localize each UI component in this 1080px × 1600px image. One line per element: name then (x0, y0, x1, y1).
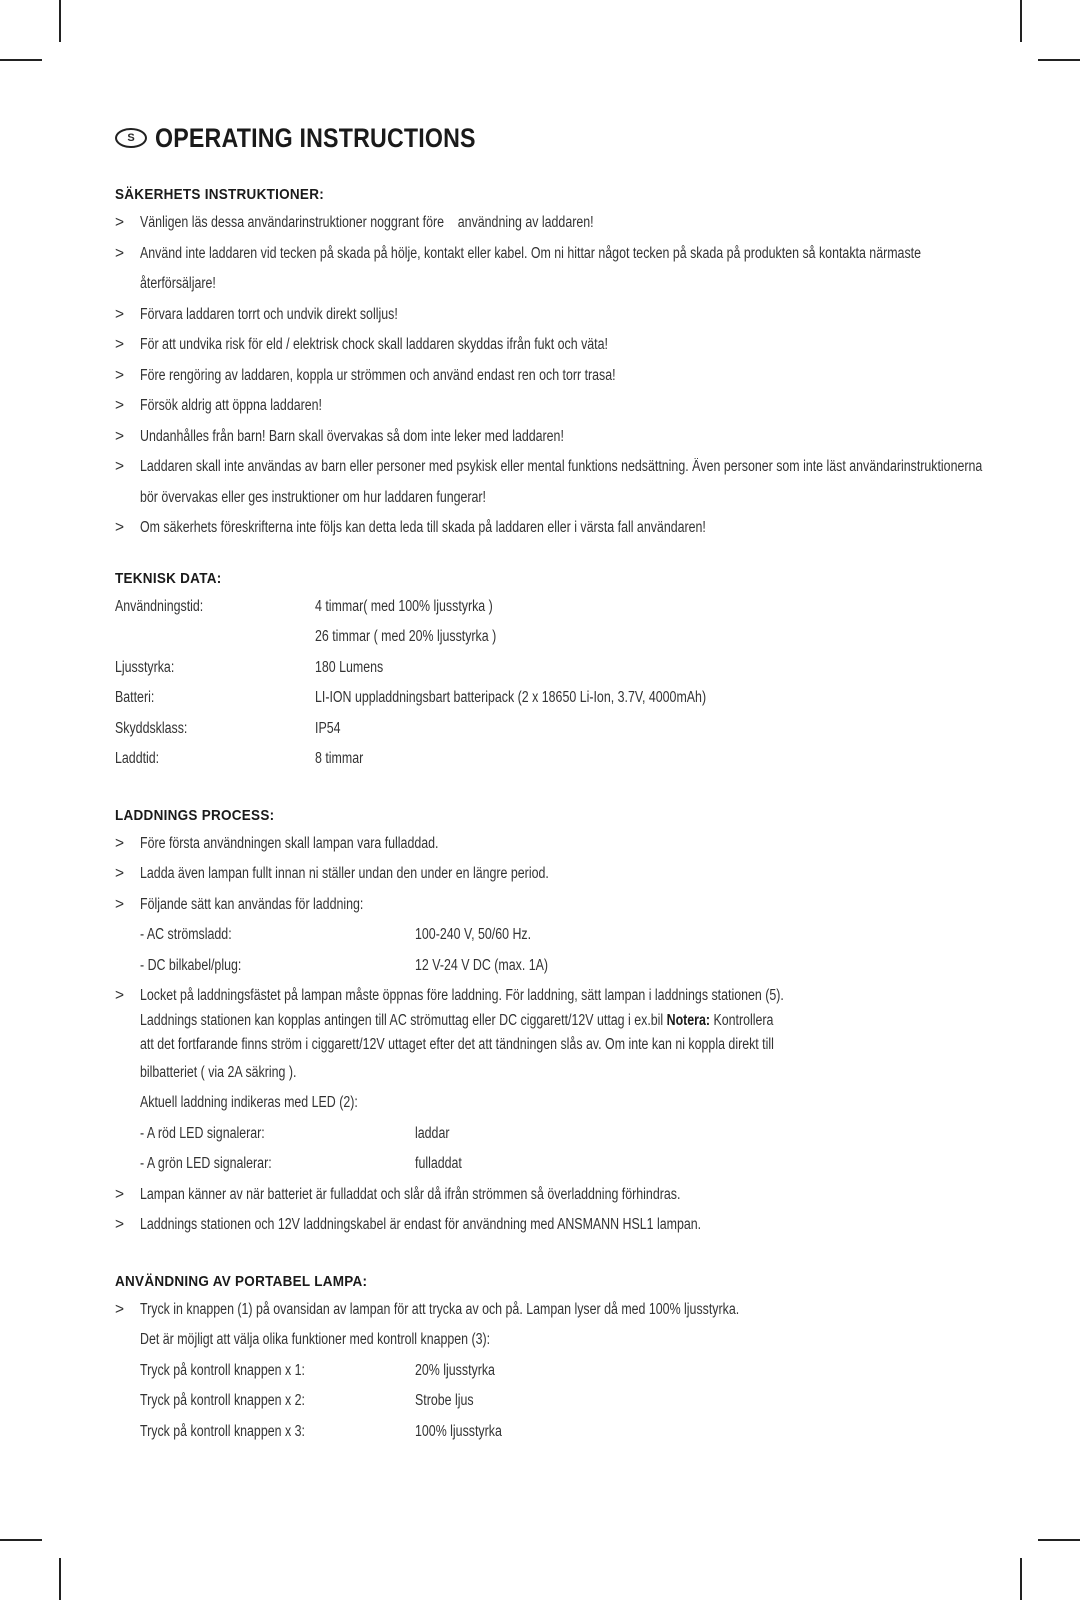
title-row (115, 118, 995, 158)
crop-mark (0, 1539, 42, 1541)
crop-mark (59, 1558, 61, 1600)
list-item: > För att undvika risk för eld / elektrisk chock skall laddaren skyddas ifrån fukt och väta! (115, 336, 608, 353)
crop-mark (59, 0, 61, 42)
table-row: Batteri: LI-ION uppladdningsbart batteripack (2 x 18650 Li-Ion, 3.7V, 4000mAh) (115, 689, 707, 706)
crop-mark (1020, 1558, 1022, 1600)
list-item: > Ladda även lampan fullt innan ni ställer undan den under en längre period. (115, 865, 549, 882)
safety-list (115, 208, 995, 544)
charging-methods (115, 920, 995, 981)
tech-heading: TEKNISK DATA: (115, 569, 222, 587)
usage-list (115, 1295, 995, 1448)
usage-section (115, 1269, 995, 1448)
table-row: - DC bilkabel/plug: 12 V-24 V DC (max. 1A) (140, 956, 549, 974)
list-item: > Om säkerhets föreskrifterna inte följs kan detta leda till skada på laddaren eller i värsta fall användaren! (115, 519, 706, 536)
list-item: > Vänligen läs dessa användarinstruktioner noggrant före användning av laddaren! (115, 214, 594, 231)
safety-section (115, 182, 995, 544)
table-row: Skyddsklass: IP54 (115, 719, 341, 737)
list-item: > Förvara laddaren torrt och undvik direkt solljus! (115, 305, 398, 323)
usage-modes: Det är möjligt att välja olika funktioner med kontroll knappen (3): Tryck på kontroll knappen x 1: 20% ljusstyrka Tryck på kontroll knappen x 2: Strobe ljus Tryck på kontroll knappen x 3: 100% ljusstyrka (115, 1325, 995, 1447)
language-badge: S (115, 128, 147, 148)
document-page (115, 118, 995, 1447)
table-row: Tryck på kontroll knappen x 2: Strobe ljus (140, 1392, 474, 1409)
safety-heading: SÄKERHETS INSTRUKTIONER: (115, 186, 324, 203)
table-row: 26 timmar ( med 20% ljusstyrka ) (315, 628, 497, 645)
tech-section (115, 566, 995, 775)
charging-detail: bilbatteriet ( via 2A säkring ). Aktuell laddning indikeras med LED (2): - A röd LED signalerar: laddar - A grön LED signalerar: fulladdat (115, 1058, 995, 1180)
page-title: OPERATING INSTRUCTIONS (155, 122, 476, 153)
list-item: > Före rengöring av laddaren, koppla ur strömmen och använd endast ren och torr trasa! (115, 366, 616, 384)
list-item: > Före första användningen skall lampan vara fulladdad. (115, 834, 439, 852)
tech-table (115, 592, 995, 775)
list-item: > Laddaren skall inte användas av barn eller personer med psykisk eller mental funktions nedsättning. Även personer som inte läst användarinstruktionerna bör övervakas eller ges instruktioner om hur laddaren fungerar! (115, 458, 983, 506)
charging-heading: LADDNINGS PROCESS: (115, 806, 275, 824)
table-row: - AC strömsladd: 100-240 V, 50/60 Hz. (140, 926, 532, 943)
list-item: > Tryck in knappen (1) på ovansidan av lampan för att trycka av och på. Lampan lyser då med 100% ljusstyrka. (115, 1300, 740, 1318)
crop-mark (1038, 1539, 1080, 1541)
table-row: Laddtid: 8 timmar (115, 750, 364, 767)
table-row: - A grön LED signalerar: fulladdat (140, 1155, 462, 1172)
list-item: > Locket på laddningsfästet på lampan måste öppnas före laddning. För laddning, sätt lampan i laddnings stationen (5). Laddnings stationen kan kopplas antingen till AC strömuttag eller DC ciggarett/12V uttag i ex.bil Notera: Kontrollera att det fortfarande finns ström i ciggarett/12V uttaget efter det att tändningen slås av. Om inte kan ni koppla direkt till (115, 987, 784, 1053)
crop-mark (0, 59, 42, 61)
list-item: > Försök aldrig att öppna laddaren! (115, 397, 322, 414)
crop-mark (1038, 59, 1080, 61)
list-item: > Undanhålles från barn! Barn skall övervakas så dom inte leker med laddaren! (115, 427, 564, 445)
table-row: Användningstid: 4 timmar( med 100% ljusstyrka ) (115, 597, 493, 615)
list-item: > Laddnings stationen och 12V laddningskabel är endast för användning med ANSMANN HSL1 lampan. (115, 1216, 702, 1233)
table-row: - A röd LED signalerar: laddar (140, 1124, 450, 1142)
table-row: Tryck på kontroll knappen x 1: 20% ljusstyrka (140, 1361, 495, 1379)
list-item: > Följande sätt kan användas för laddning: (115, 895, 364, 913)
charging-section (115, 803, 995, 1241)
note-label: Notera: (666, 1011, 711, 1029)
table-row: Ljusstyrka: 180 Lumens (115, 658, 384, 676)
usage-heading: ANVÄNDNING AV PORTABEL LAMPA: (115, 1272, 368, 1290)
crop-mark (1020, 0, 1022, 42)
charging-list (115, 829, 995, 1241)
list-item: > Lampan känner av när batteriet är fulladdat och slår då ifrån strömmen så överladdning förhindras. (115, 1185, 681, 1203)
list-item: > Använd inte laddaren vid tecken på skada på hölje, kontakt eller kabel. Om ni hittar något tecken på skada på produkten så kontakta närmaste återförsäljare! (115, 244, 921, 292)
table-row: Tryck på kontroll knappen x 3: 100% ljusstyrka (140, 1422, 502, 1440)
